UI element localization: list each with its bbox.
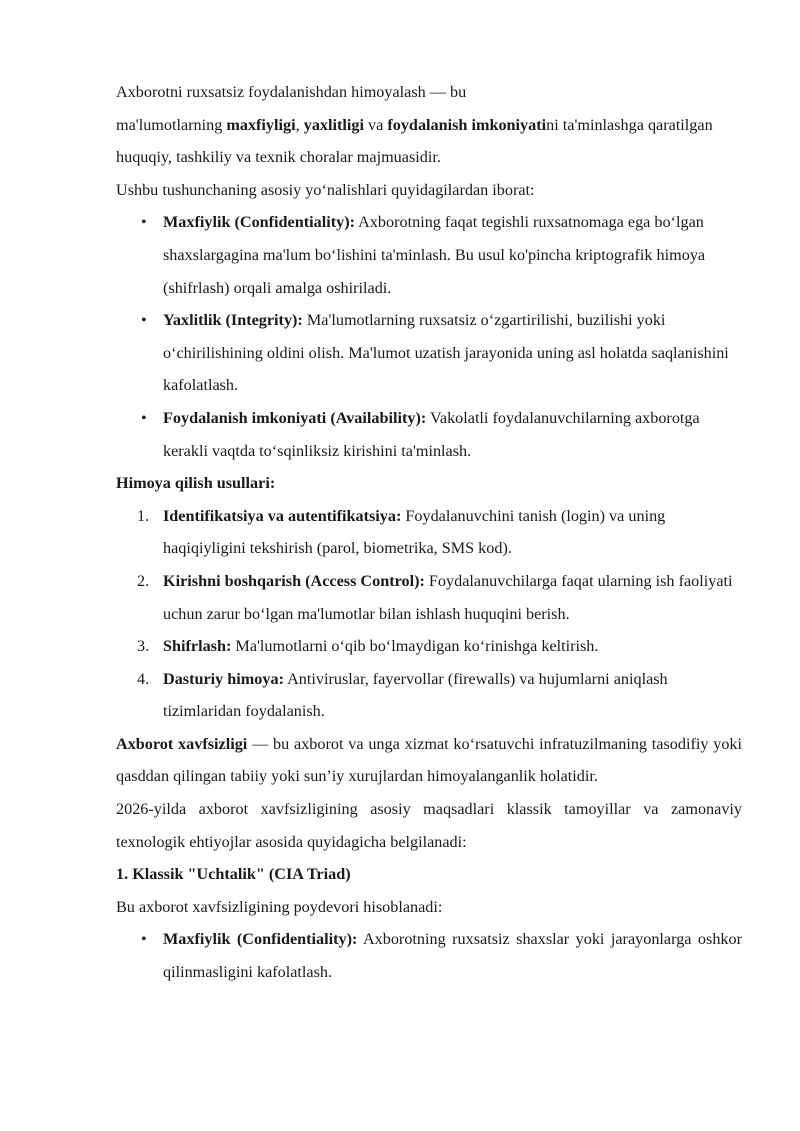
list-item-term: Foydalanish imkoniyati (Availability): (163, 408, 427, 427)
list-item-text: Antiviruslar, fayervollar (firewalls) va hujumlarni aniqlash tizimlaridan foydalanish. (163, 669, 668, 721)
cia-list (116, 923, 742, 988)
methods-list (116, 500, 742, 728)
list-item-term: Kirishni boshqarish (Access Control): (163, 571, 425, 590)
bullet-icon: • (141, 930, 147, 949)
list-number: 1. (137, 506, 150, 525)
list-item (116, 923, 742, 988)
list-number: 3. (137, 637, 150, 656)
bullet-icon: • (141, 213, 147, 232)
list-number: 2. (137, 571, 150, 590)
cia-intro: Bu axborot xavfsizligining poydevori hisoblanadi: (116, 897, 443, 916)
list-item-text: Ma'lumotlarni o‘qib bo‘lmaydigan ko‘rinishga keltirish. (231, 637, 599, 656)
list-item-text: Ma'lumotlarning ruxsatsiz o‘zgartirilishi, buzilishi yoki o‘chirilishining oldini olish. Ma'lumot uzatish jarayonida uning asl holatda saqlanishini kafolatlash. (163, 311, 729, 395)
intro-post: ni ta'minlashga qaratilgan huquqiy, tashkiliy va texnik choralar majmuasidir. (116, 115, 713, 167)
list-item (116, 206, 742, 304)
bullet-icon: • (141, 408, 147, 427)
document-page (116, 76, 742, 989)
intro-pre: ma'lumotlarning (116, 115, 227, 134)
list-item-term: Shifrlash: (163, 637, 232, 656)
list-item (116, 565, 742, 630)
directions-list (116, 206, 742, 467)
intro-term-confidentiality: maxfiyligi (226, 115, 296, 134)
list-item-term: Yaxlitlik (Integrity): (163, 311, 303, 330)
methods-heading-text: Himoya qilish usullari: (116, 474, 276, 493)
list-item-term: Dasturiy himoya: (163, 669, 284, 688)
definition-text: — bu axborot va unga xizmat ko‘rsatuvchi infratuzilmaning tasodifiy yoki qasddan qilingan tabiiy yoki sun’iy xurujlardan himoyalanganlik holatidir. (116, 734, 743, 786)
definition-term: Axborot xavfsizligi (116, 734, 248, 753)
list-item-term: Identifikatsiya va autentifikatsiya: (163, 506, 402, 525)
intro-term-integrity: yaxlitligi (303, 115, 364, 134)
list-item-term: Maxfiylik (Confidentiality): (163, 930, 358, 949)
bullet-icon: • (141, 311, 147, 330)
intro-line-1: Axborotni ruxsatsiz foydalanishdan himoyalash — bu (116, 83, 467, 101)
methods-heading (116, 467, 742, 500)
list-item (116, 500, 742, 565)
list-item-text: Foydalanuvchini tanish (login) va uning haqiqiyligini tekshirish (parol, biometrika, SMS kod). (163, 506, 666, 558)
list-item (116, 402, 742, 467)
list-number: 4. (137, 669, 150, 688)
cia-heading-text: 1. Klassik "Uchtalik" (CIA Triad) (116, 865, 351, 884)
list-item-term: Maxfiylik (Confidentiality): (163, 213, 355, 232)
intro-term-availability: foydalanish imkoniyati (387, 115, 547, 134)
intro-sep: va (363, 115, 388, 134)
list-item-text: Axborotning ruxsatsiz shaxslar yoki jarayonlarga oshkor qilinmasligini kafolatlash. (163, 930, 742, 982)
list-item (116, 663, 742, 728)
goals-intro: 2026-yilda axborot xavfsizligining asosiy maqsadlari klassik tamoyillar va zamonaviy texnologik ehtiyojlar asosida quyidagicha belgilanadi: (116, 800, 742, 851)
intro-sep: , (295, 115, 304, 134)
list-item (116, 630, 742, 663)
cia-heading (116, 858, 742, 891)
list-item-text: Axborotning faqat tegishli ruxsatnomaga ega bo‘lgan shaxslargagina ma'lum bo‘lishini ta'minlash. Bu usul ko'pincha kriptografik himoya (shifrlash) orqali amalga oshiriladi. (163, 213, 706, 297)
definition-paragraph (116, 728, 742, 793)
list-item-text: Foydalanuvchilarga faqat ularning ish faoliyati uchun zarur bo‘lgan ma'lumotlar bilan ishlash huquqini berish. (163, 571, 733, 623)
list-item-text: Vakolatli foydalanuvchilarning axborotga kerakli vaqtda to‘sqinliksiz kirishini ta'minlash. (163, 408, 700, 460)
intro-paragraph (116, 109, 742, 174)
list-item (116, 304, 742, 402)
directions-intro: Ushbu tushunchaning asosiy yo‘nalishlari quyidagilardan iborat: (116, 180, 535, 199)
